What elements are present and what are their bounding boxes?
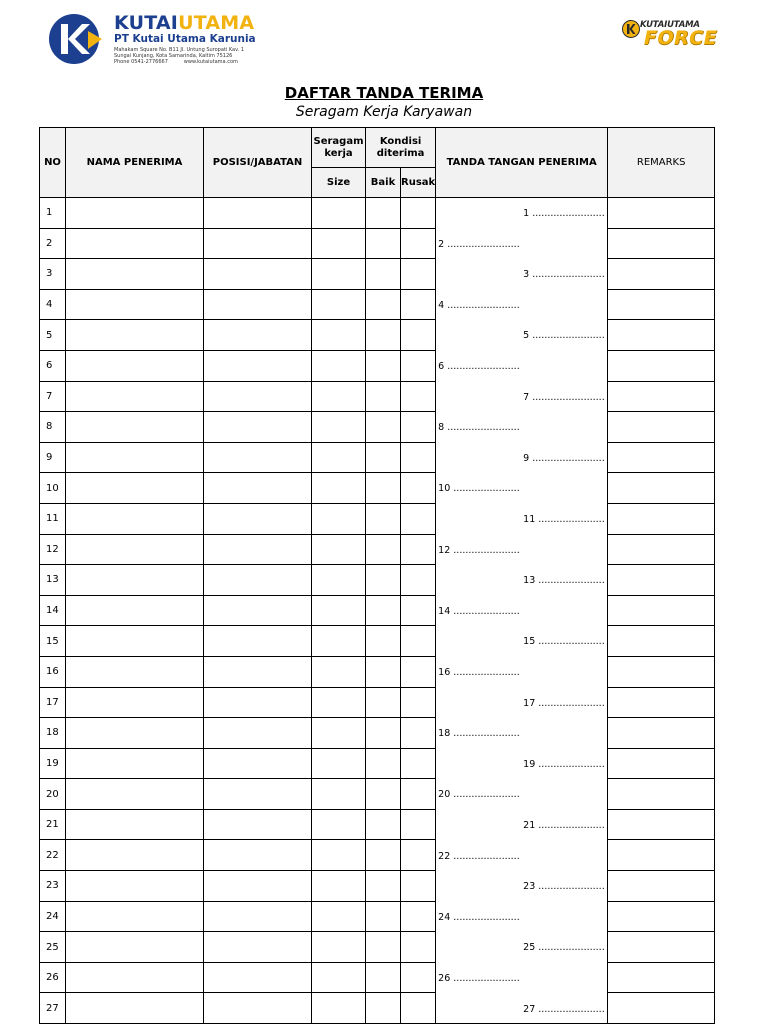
remarks-cell[interactable] — [608, 289, 715, 320]
baik-cell[interactable] — [366, 228, 401, 259]
table-row — [40, 656, 715, 687]
baik-cell[interactable] — [366, 656, 401, 687]
posisi-jabatan-cell[interactable] — [204, 840, 312, 871]
row-number: 4 — [40, 289, 66, 320]
table-row — [40, 595, 715, 626]
document-subtitle: Seragam Kerja Karyawan — [295, 104, 473, 120]
signature-line[interactable]: 6 ........................ — [438, 361, 520, 372]
size-cell[interactable] — [312, 718, 366, 749]
nama-penerima-cell[interactable] — [66, 412, 204, 443]
table-row — [40, 381, 715, 412]
table-row — [40, 871, 715, 902]
rusak-cell[interactable] — [401, 871, 436, 902]
row-number: 1 — [40, 198, 66, 229]
size-cell[interactable] — [312, 595, 366, 626]
brand-part1: KUTAI — [114, 12, 179, 34]
size-cell[interactable] — [312, 565, 366, 596]
signature-line[interactable]: 27 ...................... — [523, 1003, 605, 1015]
rusak-cell[interactable] — [401, 259, 436, 290]
size-cell[interactable] — [312, 534, 366, 565]
size-cell[interactable] — [312, 381, 366, 412]
row-number: 17 — [40, 687, 66, 718]
size-cell[interactable] — [312, 626, 366, 657]
table-row — [40, 901, 715, 932]
signature-line[interactable]: 23 ...................... — [523, 881, 605, 893]
size-cell[interactable] — [312, 840, 366, 871]
table-row — [40, 748, 715, 779]
table-row — [40, 289, 715, 320]
address-line3: Phone 0541-2776667 www.kutaiutama.com — [114, 59, 238, 66]
remarks-cell[interactable] — [608, 565, 715, 596]
nama-penerima-cell[interactable] — [66, 350, 204, 381]
size-cell[interactable] — [312, 748, 366, 779]
nama-penerima-cell[interactable] — [66, 932, 204, 963]
posisi-jabatan-cell[interactable] — [204, 289, 312, 320]
row-number: 13 — [40, 565, 66, 596]
baik-cell[interactable] — [366, 840, 401, 871]
signature-line[interactable]: 2 ........................ — [438, 238, 520, 250]
remarks-cell[interactable] — [608, 626, 715, 657]
rusak-cell[interactable] — [401, 993, 436, 1024]
table-row — [40, 320, 715, 351]
posisi-jabatan-cell[interactable] — [204, 320, 312, 351]
posisi-jabatan-cell[interactable] — [204, 718, 312, 749]
signature-line[interactable]: 7 ........................ — [523, 391, 605, 403]
baik-cell[interactable] — [366, 779, 401, 810]
remarks-cell[interactable] — [608, 320, 715, 351]
rusak-cell[interactable] — [401, 198, 436, 229]
nama-penerima-cell[interactable] — [66, 565, 204, 596]
row-number: 5 — [40, 320, 66, 351]
header-kondisi-diterima: Kondisi diterima — [366, 128, 436, 168]
size-cell[interactable] — [312, 320, 366, 351]
nama-penerima-cell[interactable] — [66, 962, 204, 993]
posisi-jabatan-cell[interactable] — [204, 932, 312, 963]
baik-cell[interactable] — [366, 718, 401, 749]
table-row — [40, 412, 715, 443]
header-size: Size — [312, 168, 366, 198]
nama-penerima-cell[interactable] — [66, 289, 204, 320]
table-row — [40, 473, 715, 504]
signature-line[interactable]: 8 ........................ — [438, 422, 520, 434]
signature-line[interactable]: 5 ........................ — [523, 330, 605, 342]
header-no: NO — [40, 128, 66, 198]
baik-cell[interactable] — [366, 503, 401, 534]
rusak-cell[interactable] — [401, 473, 436, 504]
nama-penerima-cell[interactable] — [66, 993, 204, 1024]
size-cell[interactable] — [312, 932, 366, 963]
remarks-cell[interactable] — [608, 901, 715, 932]
signature-line[interactable]: 10 ...................... — [438, 483, 520, 495]
remarks-cell[interactable] — [608, 259, 715, 290]
size-cell[interactable] — [312, 350, 366, 381]
rusak-cell[interactable] — [401, 626, 436, 657]
row-number: 18 — [40, 718, 66, 749]
row-number: 23 — [40, 871, 66, 902]
row-number: 11 — [40, 503, 66, 534]
baik-cell[interactable] — [366, 993, 401, 1024]
table-row — [40, 534, 715, 565]
force-k-icon — [622, 20, 640, 38]
posisi-jabatan-cell[interactable] — [204, 412, 312, 443]
baik-cell[interactable] — [366, 901, 401, 932]
rusak-cell[interactable] — [401, 534, 436, 565]
nama-penerima-cell[interactable] — [66, 503, 204, 534]
remarks-cell[interactable] — [608, 993, 715, 1024]
size-cell[interactable] — [312, 779, 366, 810]
nama-penerima-cell[interactable] — [66, 840, 204, 871]
baik-cell[interactable] — [366, 534, 401, 565]
size-cell[interactable] — [312, 962, 366, 993]
size-cell[interactable] — [312, 687, 366, 718]
nama-penerima-cell[interactable] — [66, 901, 204, 932]
row-number: 7 — [40, 381, 66, 412]
signature-line[interactable]: 25 ...................... — [523, 942, 605, 954]
posisi-jabatan-cell[interactable] — [204, 626, 312, 657]
table-row — [40, 350, 715, 381]
remarks-cell[interactable] — [608, 809, 715, 840]
remarks-cell[interactable] — [608, 228, 715, 259]
signature-line[interactable]: 3 ........................ — [523, 269, 605, 281]
remarks-cell[interactable] — [608, 932, 715, 963]
rusak-cell[interactable] — [401, 289, 436, 320]
row-number: 16 — [40, 656, 66, 687]
row-number: 6 — [40, 350, 66, 381]
signature-line[interactable]: 16 ...................... — [438, 667, 520, 678]
nama-penerima-cell[interactable] — [66, 595, 204, 626]
signature-line[interactable]: 22 ...................... — [438, 850, 520, 862]
rusak-cell[interactable] — [401, 809, 436, 840]
table-body — [40, 198, 715, 1024]
signature-line[interactable]: 26 ...................... — [438, 973, 520, 984]
header-baik: Baik — [366, 168, 401, 198]
baik-cell[interactable] — [366, 871, 401, 902]
size-cell[interactable] — [312, 228, 366, 259]
baik-cell[interactable] — [366, 565, 401, 596]
signature-line[interactable]: 9 ........................ — [523, 452, 605, 464]
baik-cell[interactable] — [366, 289, 401, 320]
remarks-cell[interactable] — [608, 412, 715, 443]
remarks-cell[interactable] — [608, 871, 715, 902]
remarks-cell[interactable] — [608, 595, 715, 626]
signature-line[interactable]: 14 ...................... — [438, 605, 520, 617]
force-top-text: KUTAIUTAMA — [640, 20, 700, 30]
company-brand — [114, 13, 256, 66]
nama-penerima-cell[interactable] — [66, 779, 204, 810]
size-cell[interactable] — [312, 198, 366, 229]
rusak-cell[interactable] — [401, 656, 436, 687]
remarks-cell[interactable] — [608, 198, 715, 229]
table-row — [40, 198, 715, 229]
baik-cell[interactable] — [366, 687, 401, 718]
posisi-jabatan-cell[interactable] — [204, 962, 312, 993]
row-number: 20 — [40, 779, 66, 810]
signature-line[interactable]: 4 ........................ — [438, 299, 520, 311]
nama-penerima-cell[interactable] — [66, 320, 204, 351]
rusak-cell[interactable] — [401, 503, 436, 534]
baik-cell[interactable] — [366, 809, 401, 840]
table-row — [40, 626, 715, 657]
baik-cell[interactable] — [366, 932, 401, 963]
address-line1: Mahakam Square No. B11 Jl. Untung Suropati Kav. 1 — [114, 47, 245, 53]
posisi-jabatan-cell[interactable] — [204, 503, 312, 534]
baik-cell[interactable] — [366, 473, 401, 504]
remarks-cell[interactable] — [608, 962, 715, 993]
rusak-cell[interactable] — [401, 932, 436, 963]
receipt-table — [39, 127, 715, 1024]
rusak-cell[interactable] — [401, 381, 436, 412]
brand-name — [114, 13, 256, 33]
table-row — [40, 779, 715, 810]
rusak-cell[interactable] — [401, 840, 436, 871]
signature-line[interactable]: 12 ...................... — [438, 544, 520, 556]
size-cell[interactable] — [312, 442, 366, 473]
row-number: 21 — [40, 809, 66, 840]
posisi-jabatan-cell[interactable] — [204, 993, 312, 1024]
baik-cell[interactable] — [366, 198, 401, 229]
kutai-utama-logo-icon — [48, 13, 104, 65]
brand-part2: UTAMA — [178, 12, 255, 34]
signature-column[interactable] — [436, 198, 608, 1024]
rusak-cell[interactable] — [401, 442, 436, 473]
header-nama-penerima: NAMA PENERIMA — [66, 128, 204, 198]
nama-penerima-cell[interactable] — [66, 748, 204, 779]
rusak-cell[interactable] — [401, 748, 436, 779]
size-cell[interactable] — [312, 259, 366, 290]
table-row — [40, 962, 715, 993]
header-remarks: REMARKS — [608, 128, 715, 198]
document-title: DAFTAR TANDA TERIMA — [284, 84, 484, 102]
table-row — [40, 259, 715, 290]
row-number: 15 — [40, 626, 66, 657]
remarks-cell[interactable] — [608, 779, 715, 810]
table-row — [40, 442, 715, 473]
remarks-cell[interactable] — [608, 840, 715, 871]
remarks-cell[interactable] — [608, 350, 715, 381]
rusak-cell[interactable] — [401, 412, 436, 443]
posisi-jabatan-cell[interactable] — [204, 228, 312, 259]
row-number: 14 — [40, 595, 66, 626]
size-cell[interactable] — [312, 871, 366, 902]
signature-line[interactable]: 17 ...................... — [523, 697, 605, 709]
nama-penerima-cell[interactable] — [66, 198, 204, 229]
baik-cell[interactable] — [366, 350, 401, 381]
force-logo — [622, 20, 718, 50]
size-cell[interactable] — [312, 656, 366, 687]
header-seragam-kerja: Seragam kerja — [312, 128, 366, 168]
signature-line[interactable]: 19 ...................... — [523, 758, 605, 770]
posisi-jabatan-cell[interactable] — [204, 656, 312, 687]
size-cell[interactable] — [312, 993, 366, 1024]
nama-penerima-cell[interactable] — [66, 259, 204, 290]
table-row — [40, 932, 715, 963]
row-number: 10 — [40, 473, 66, 504]
header-tanda-tangan: TANDA TANGAN PENERIMA — [436, 128, 608, 198]
signature-line[interactable]: 18 ...................... — [438, 728, 520, 740]
signature-line[interactable]: 21 ...................... — [523, 820, 605, 831]
nama-penerima-cell[interactable] — [66, 626, 204, 657]
nama-penerima-cell[interactable] — [66, 656, 204, 687]
rusak-cell[interactable] — [401, 595, 436, 626]
size-cell[interactable] — [312, 473, 366, 504]
remarks-cell[interactable] — [608, 748, 715, 779]
baik-cell[interactable] — [366, 381, 401, 412]
posisi-jabatan-cell[interactable] — [204, 565, 312, 596]
letterhead — [0, 0, 768, 80]
posisi-jabatan-cell[interactable] — [204, 442, 312, 473]
row-number: 19 — [40, 748, 66, 779]
baik-cell[interactable] — [366, 595, 401, 626]
nama-penerima-cell[interactable] — [66, 871, 204, 902]
posisi-jabatan-cell[interactable] — [204, 198, 312, 229]
posisi-jabatan-cell[interactable] — [204, 901, 312, 932]
signature-line[interactable]: 13 ...................... — [523, 575, 605, 587]
nama-penerima-cell[interactable] — [66, 228, 204, 259]
baik-cell[interactable] — [366, 626, 401, 657]
rusak-cell[interactable] — [401, 687, 436, 718]
rusak-cell[interactable] — [401, 962, 436, 993]
row-number: 25 — [40, 932, 66, 963]
table-row — [40, 809, 715, 840]
remarks-cell[interactable] — [608, 503, 715, 534]
posisi-jabatan-cell[interactable] — [204, 748, 312, 779]
nama-penerima-cell[interactable] — [66, 718, 204, 749]
signature-line[interactable]: 11 ...................... — [523, 514, 605, 525]
row-number: 12 — [40, 534, 66, 565]
remarks-cell[interactable] — [608, 718, 715, 749]
company-name: PT Kutai Utama Karunia — [114, 33, 256, 45]
table-row — [40, 993, 715, 1024]
row-number: 9 — [40, 442, 66, 473]
baik-cell[interactable] — [366, 320, 401, 351]
row-number: 22 — [40, 840, 66, 871]
baik-cell[interactable] — [366, 259, 401, 290]
row-number: 24 — [40, 901, 66, 932]
signature-line[interactable]: 1 ........................ — [523, 208, 605, 219]
row-number: 8 — [40, 412, 66, 443]
rusak-cell[interactable] — [401, 320, 436, 351]
remarks-cell[interactable] — [608, 534, 715, 565]
signature-line[interactable]: 15 ...................... — [523, 636, 605, 648]
size-cell[interactable] — [312, 901, 366, 932]
size-cell[interactable] — [312, 809, 366, 840]
baik-cell[interactable] — [366, 962, 401, 993]
rusak-cell[interactable] — [401, 779, 436, 810]
force-bottom-text: FORCE — [644, 27, 718, 49]
baik-cell[interactable] — [366, 412, 401, 443]
rusak-cell[interactable] — [401, 228, 436, 259]
remarks-cell[interactable] — [608, 381, 715, 412]
posisi-jabatan-cell[interactable] — [204, 381, 312, 412]
posisi-jabatan-cell[interactable] — [204, 534, 312, 565]
table-row — [40, 840, 715, 871]
table-row — [40, 228, 715, 259]
remarks-cell[interactable] — [608, 442, 715, 473]
rusak-cell[interactable] — [401, 350, 436, 381]
nama-penerima-cell[interactable] — [66, 473, 204, 504]
signature-line[interactable]: 24 ...................... — [438, 911, 520, 923]
row-number: 27 — [40, 993, 66, 1024]
table-row — [40, 565, 715, 596]
row-number: 26 — [40, 962, 66, 993]
posisi-jabatan-cell[interactable] — [204, 595, 312, 626]
nama-penerima-cell[interactable] — [66, 442, 204, 473]
baik-cell[interactable] — [366, 442, 401, 473]
row-number: 3 — [40, 259, 66, 290]
posisi-jabatan-cell[interactable] — [204, 350, 312, 381]
table-row — [40, 718, 715, 749]
address-line2: Sungai Kunjang, Kota Samarinda, Kaltim 75126 — [114, 53, 233, 60]
posisi-jabatan-cell[interactable] — [204, 473, 312, 504]
header-rusak: Rusak — [401, 168, 436, 198]
posisi-jabatan-cell[interactable] — [204, 259, 312, 290]
remarks-cell[interactable] — [608, 656, 715, 687]
table-row — [40, 687, 715, 718]
posisi-jabatan-cell[interactable] — [204, 779, 312, 810]
nama-penerima-cell[interactable] — [66, 381, 204, 412]
signature-line[interactable]: 20 ...................... — [438, 789, 520, 801]
rusak-cell[interactable] — [401, 901, 436, 932]
rusak-cell[interactable] — [401, 565, 436, 596]
remarks-cell[interactable] — [608, 687, 715, 718]
row-number: 2 — [40, 228, 66, 259]
baik-cell[interactable] — [366, 748, 401, 779]
table-row — [40, 503, 715, 534]
size-cell[interactable] — [312, 412, 366, 443]
posisi-jabatan-cell[interactable] — [204, 687, 312, 718]
remarks-cell[interactable] — [608, 473, 715, 504]
header-posisi-jabatan: POSISI/JABATAN — [204, 128, 312, 198]
size-cell[interactable] — [312, 289, 366, 320]
posisi-jabatan-cell[interactable] — [204, 809, 312, 840]
rusak-cell[interactable] — [401, 718, 436, 749]
nama-penerima-cell[interactable] — [66, 687, 204, 718]
nama-penerima-cell[interactable] — [66, 809, 204, 840]
size-cell[interactable] — [312, 503, 366, 534]
posisi-jabatan-cell[interactable] — [204, 871, 312, 902]
nama-penerima-cell[interactable] — [66, 534, 204, 565]
company-address — [114, 47, 256, 66]
